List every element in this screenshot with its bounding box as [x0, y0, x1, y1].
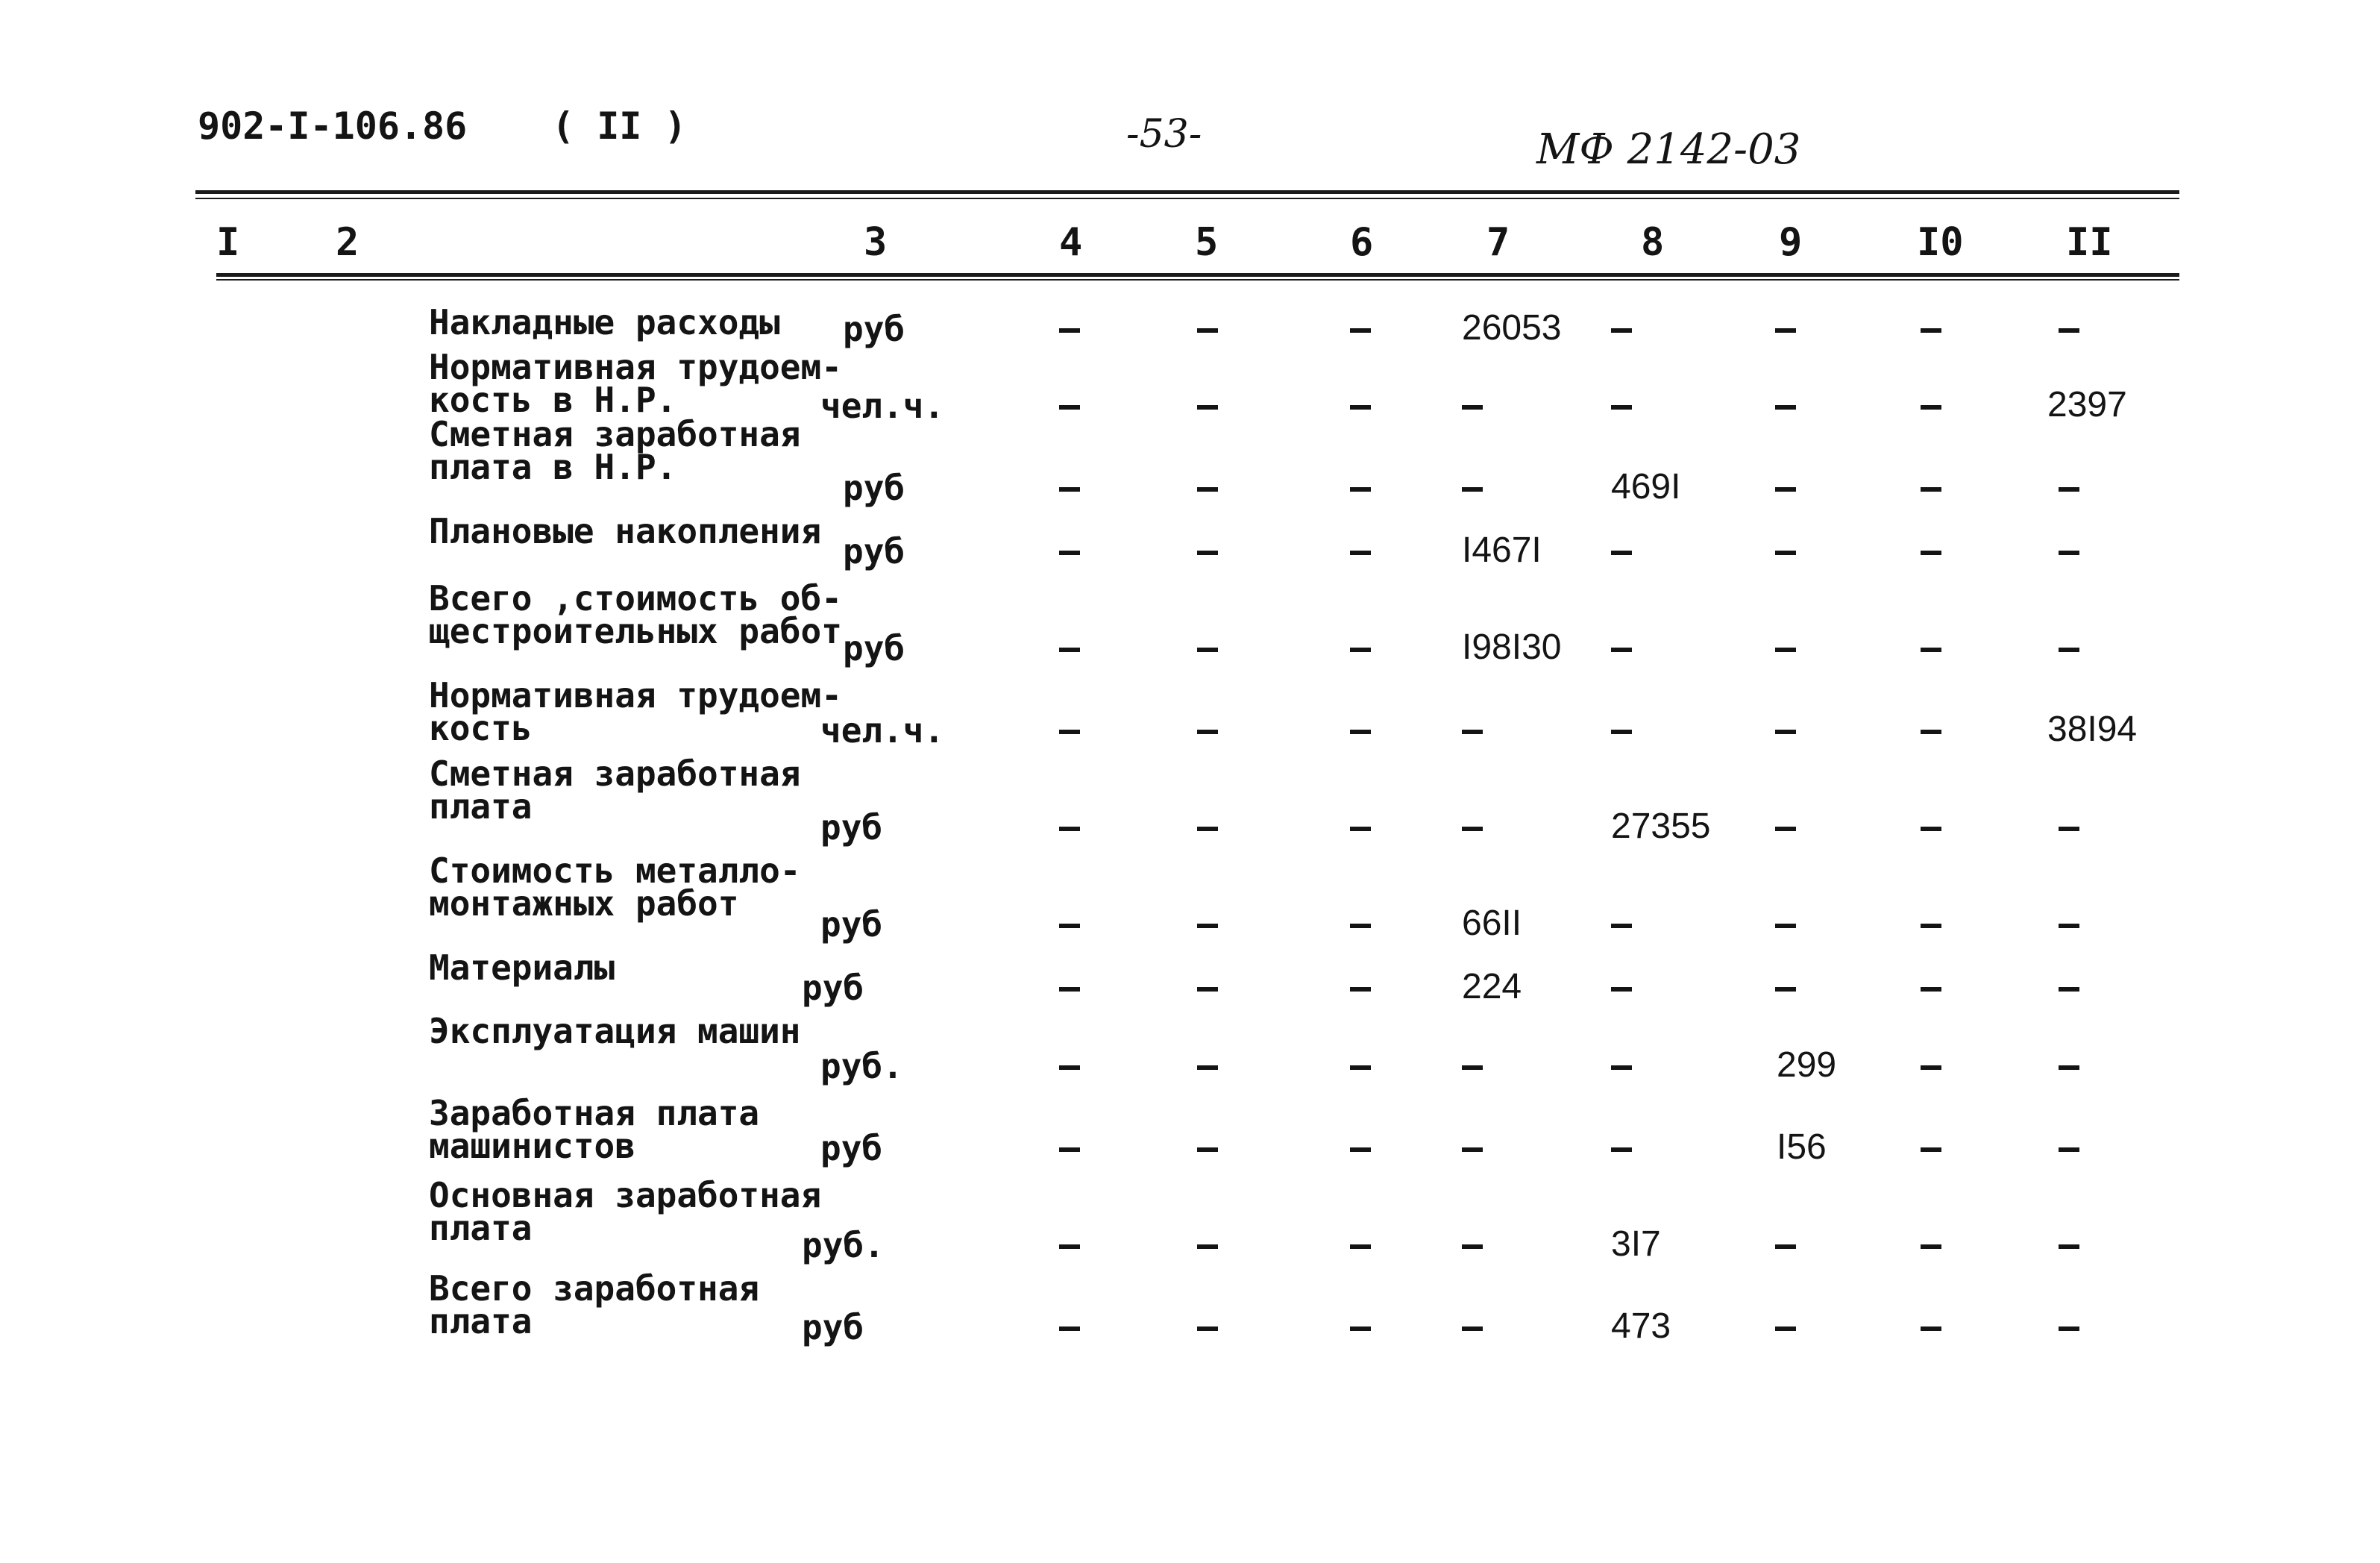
empty-cell-dash	[2059, 328, 2079, 333]
empty-cell-dash	[1197, 328, 1218, 333]
empty-cell-dash	[1775, 1326, 1796, 1331]
empty-cell-dash	[1611, 1147, 1632, 1152]
archive-code: МФ 2142-03	[1536, 125, 1801, 174]
empty-cell-dash	[1059, 328, 1080, 333]
column-header-8: 8	[1641, 220, 1665, 265]
header-rule	[216, 273, 2179, 277]
empty-cell-dash	[1350, 730, 1371, 734]
value-cell: 299	[1777, 1045, 1837, 1085]
empty-cell-dash	[1197, 1326, 1218, 1331]
empty-cell-dash	[1775, 328, 1796, 333]
empty-cell-dash	[2059, 551, 2079, 555]
empty-cell-dash	[1611, 987, 1632, 992]
value-cell: 224	[1462, 967, 1522, 1006]
column-header-3: 3	[864, 220, 888, 265]
empty-cell-dash	[1921, 328, 1941, 333]
empty-cell-dash	[1350, 648, 1371, 652]
empty-cell-dash	[1350, 924, 1371, 928]
empty-cell-dash	[1350, 487, 1371, 492]
row-label: Плановые накопления	[429, 511, 822, 551]
empty-cell-dash	[1462, 730, 1483, 734]
row-label: Стоимость металло- монтажных работ	[429, 851, 801, 924]
column-header-5: 5	[1195, 220, 1219, 265]
empty-cell-dash	[2059, 1147, 2079, 1152]
empty-cell-dash	[1775, 405, 1796, 410]
row-label: Нормативная трудоем- кость в Н.Р.	[429, 347, 842, 420]
top-rule	[195, 190, 2179, 194]
row-label: Всего заработная плата	[429, 1268, 760, 1341]
empty-cell-dash	[1350, 987, 1371, 992]
empty-cell-dash	[1775, 1244, 1796, 1249]
empty-cell-dash	[1059, 827, 1080, 831]
empty-cell-dash	[1462, 1147, 1483, 1152]
document-part: ( II )	[552, 104, 687, 148]
value-cell: 469I	[1611, 467, 1681, 507]
empty-cell-dash	[1921, 551, 1941, 555]
empty-cell-dash	[1350, 405, 1371, 410]
empty-cell-dash	[1775, 487, 1796, 492]
empty-cell-dash	[1197, 1065, 1218, 1070]
empty-cell-dash	[1921, 730, 1941, 734]
value-cell: 38I94	[2047, 710, 2138, 749]
column-header-9: 9	[1779, 220, 1803, 265]
row-unit: чел.ч.	[820, 386, 945, 426]
value-cell: 66II	[1462, 903, 1522, 943]
empty-cell-dash	[1350, 1065, 1371, 1070]
row-label: Заработная плата машинистов	[429, 1093, 760, 1166]
row-unit: руб.	[802, 1225, 885, 1265]
empty-cell-dash	[1462, 1326, 1483, 1331]
column-header-10: I0	[1917, 220, 1964, 265]
empty-cell-dash	[1775, 648, 1796, 652]
empty-cell-dash	[1611, 730, 1632, 734]
column-header-6: 6	[1350, 220, 1374, 265]
empty-cell-dash	[1059, 1244, 1080, 1249]
empty-cell-dash	[1197, 924, 1218, 928]
empty-cell-dash	[1611, 551, 1632, 555]
document-code: 902-I-106.86	[198, 104, 468, 148]
empty-cell-dash	[1775, 551, 1796, 555]
empty-cell-dash	[1921, 487, 1941, 492]
row-unit: руб	[843, 468, 905, 508]
row-unit: руб	[802, 968, 864, 1008]
empty-cell-dash	[1350, 827, 1371, 831]
empty-cell-dash	[1059, 730, 1080, 734]
empty-cell-dash	[1350, 1326, 1371, 1331]
row-label: Материалы	[429, 947, 615, 988]
empty-cell-dash	[1059, 924, 1080, 928]
row-unit: руб	[820, 904, 883, 945]
column-header-11: II	[2066, 220, 2113, 265]
row-unit: руб	[843, 309, 905, 349]
column-header-7: 7	[1486, 220, 1510, 265]
empty-cell-dash	[1197, 987, 1218, 992]
empty-cell-dash	[1775, 827, 1796, 831]
row-unit: руб	[802, 1307, 864, 1347]
empty-cell-dash	[2059, 1065, 2079, 1070]
empty-cell-dash	[1197, 827, 1218, 831]
empty-cell-dash	[1059, 1065, 1080, 1070]
row-unit: руб.	[820, 1046, 903, 1086]
top-rule-thin	[195, 198, 2179, 199]
value-cell: 26053	[1462, 308, 1562, 348]
empty-cell-dash	[1921, 648, 1941, 652]
empty-cell-dash	[1350, 328, 1371, 333]
empty-cell-dash	[1462, 1244, 1483, 1249]
empty-cell-dash	[1775, 987, 1796, 992]
column-header-4: 4	[1059, 220, 1083, 265]
empty-cell-dash	[1197, 487, 1218, 492]
row-label: Эксплуатация машин	[429, 1011, 801, 1051]
empty-cell-dash	[1059, 1326, 1080, 1331]
empty-cell-dash	[1921, 924, 1941, 928]
empty-cell-dash	[1921, 1244, 1941, 1249]
empty-cell-dash	[1350, 1147, 1371, 1152]
row-unit: руб	[843, 628, 905, 668]
empty-cell-dash	[1059, 648, 1080, 652]
empty-cell-dash	[2059, 1244, 2079, 1249]
empty-cell-dash	[1059, 405, 1080, 410]
row-label: Сметная заработная плата	[429, 754, 801, 827]
empty-cell-dash	[1059, 487, 1080, 492]
empty-cell-dash	[1921, 1326, 1941, 1331]
column-header-2: 2	[336, 220, 359, 265]
empty-cell-dash	[1059, 987, 1080, 992]
empty-cell-dash	[1611, 328, 1632, 333]
row-unit: руб	[820, 1128, 883, 1168]
empty-cell-dash	[1197, 730, 1218, 734]
value-cell: I98I30	[1462, 627, 1562, 667]
value-cell: 2397	[2047, 385, 2127, 425]
empty-cell-dash	[1350, 551, 1371, 555]
empty-cell-dash	[1197, 1244, 1218, 1249]
empty-cell-dash	[1059, 1147, 1080, 1152]
value-cell: I467I	[1462, 530, 1542, 570]
value-cell: 473	[1611, 1306, 1671, 1346]
value-cell: 3I7	[1611, 1224, 1661, 1264]
empty-cell-dash	[1611, 924, 1632, 928]
value-cell: I56	[1777, 1127, 1827, 1167]
empty-cell-dash	[1611, 1065, 1632, 1070]
empty-cell-dash	[1611, 405, 1632, 410]
empty-cell-dash	[1921, 1065, 1941, 1070]
row-unit: руб	[843, 531, 905, 571]
empty-cell-dash	[1197, 551, 1218, 555]
row-label: Сметная заработная плата в Н.Р.	[429, 414, 801, 487]
empty-cell-dash	[1197, 1147, 1218, 1152]
empty-cell-dash	[2059, 924, 2079, 928]
row-label: Основная заработная плата	[429, 1175, 822, 1248]
page-number: -53-	[1126, 112, 1202, 157]
empty-cell-dash	[1775, 730, 1796, 734]
empty-cell-dash	[1775, 924, 1796, 928]
empty-cell-dash	[1921, 1147, 1941, 1152]
row-label: Нормативная трудоем- кость	[429, 675, 842, 748]
row-label: Всего ,стоимость об- щестроительных работ	[429, 578, 842, 651]
empty-cell-dash	[2059, 487, 2079, 492]
empty-cell-dash	[2059, 648, 2079, 652]
empty-cell-dash	[1350, 1244, 1371, 1249]
empty-cell-dash	[2059, 827, 2079, 831]
empty-cell-dash	[1921, 827, 1941, 831]
header-rule-thin	[216, 279, 2179, 281]
empty-cell-dash	[1197, 405, 1218, 410]
empty-cell-dash	[1921, 987, 1941, 992]
empty-cell-dash	[1197, 648, 1218, 652]
empty-cell-dash	[1921, 405, 1941, 410]
empty-cell-dash	[1462, 487, 1483, 492]
column-header-1: I	[216, 220, 240, 265]
empty-cell-dash	[1059, 551, 1080, 555]
value-cell: 27355	[1611, 806, 1711, 846]
empty-cell-dash	[1462, 405, 1483, 410]
empty-cell-dash	[1462, 1065, 1483, 1070]
empty-cell-dash	[2059, 987, 2079, 992]
row-label: Накладные расходы	[429, 302, 780, 342]
row-unit: чел.ч.	[820, 710, 945, 751]
row-unit: руб	[820, 807, 883, 848]
empty-cell-dash	[1611, 648, 1632, 652]
empty-cell-dash	[2059, 1326, 2079, 1331]
empty-cell-dash	[1462, 827, 1483, 831]
